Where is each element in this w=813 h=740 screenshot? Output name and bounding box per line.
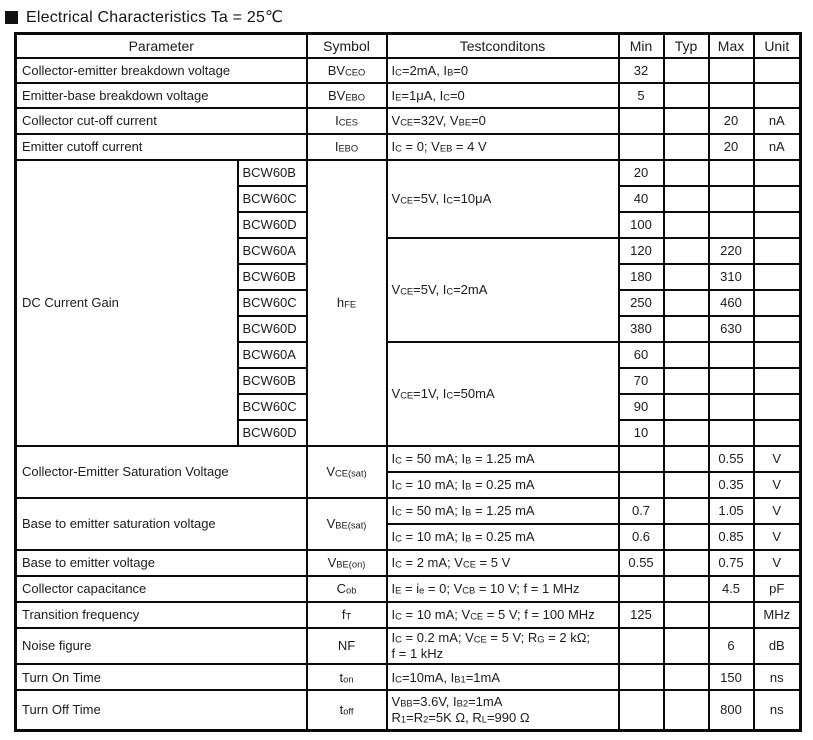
min-cell: 70 bbox=[619, 368, 664, 394]
max-cell bbox=[709, 160, 754, 186]
table-row bbox=[16, 602, 801, 628]
symbol-cell: $I_{EBO}$ bbox=[307, 134, 387, 160]
max-cell: 4.5 bbox=[709, 576, 754, 602]
typ-cell bbox=[664, 524, 709, 550]
unit-cell bbox=[754, 186, 801, 212]
unit-cell bbox=[754, 212, 801, 238]
parameter-cell: DC Current Gain bbox=[16, 160, 238, 446]
parameter-cell: Emitter cutoff current bbox=[16, 134, 307, 160]
unit-cell bbox=[754, 394, 801, 420]
max-cell: 0.35 bbox=[709, 472, 754, 498]
max-cell bbox=[709, 368, 754, 394]
table-row bbox=[16, 498, 801, 524]
table-row bbox=[16, 690, 801, 730]
max-cell: 150 bbox=[709, 664, 754, 690]
table-row bbox=[16, 628, 801, 665]
min-cell: 380 bbox=[619, 316, 664, 342]
max-cell: 0.85 bbox=[709, 524, 754, 550]
typ-cell bbox=[664, 238, 709, 264]
testcondition-cell: $V_{CE}=5V$, $I_C=2mA$ bbox=[387, 238, 619, 342]
max-cell: 6 bbox=[709, 628, 754, 665]
symbol-cell: $t_{on}$ bbox=[307, 664, 387, 690]
typ-cell bbox=[664, 576, 709, 602]
typ-cell bbox=[664, 664, 709, 690]
unit-cell bbox=[754, 420, 801, 446]
symbol-cell: $V_{BE(sat)}$ bbox=[307, 498, 387, 550]
col-header-max: Max bbox=[709, 34, 754, 58]
min-cell: 125 bbox=[619, 602, 664, 628]
testcondition-cell: $I_C = 10$ mA; $I_B = 0.25$ mA bbox=[387, 472, 619, 498]
max-cell bbox=[709, 394, 754, 420]
unit-cell: dB bbox=[754, 628, 801, 665]
typ-cell bbox=[664, 368, 709, 394]
max-cell: 800 bbox=[709, 690, 754, 730]
table-row bbox=[16, 446, 801, 472]
unit-cell: V bbox=[754, 524, 801, 550]
typ-cell bbox=[664, 394, 709, 420]
min-cell: 60 bbox=[619, 342, 664, 368]
unit-cell: MHz bbox=[754, 602, 801, 628]
parameter-cell: Collector-Emitter Saturation Voltage bbox=[16, 446, 307, 498]
symbol-cell: $V_{CE(sat)}$ bbox=[307, 446, 387, 498]
symbol-cell: $I_{CES}$ bbox=[307, 108, 387, 134]
unit-cell bbox=[754, 342, 801, 368]
device-cell: BCW60C bbox=[238, 290, 307, 316]
device-cell: BCW60B bbox=[238, 368, 307, 394]
symbol-cell: $h_{FE}$ bbox=[307, 160, 387, 446]
parameter-cell: Collector cut-off current bbox=[16, 108, 307, 134]
min-cell: 180 bbox=[619, 264, 664, 290]
unit-cell bbox=[754, 83, 801, 108]
parameter-cell: Base to emitter saturation voltage bbox=[16, 498, 307, 550]
max-cell: 630 bbox=[709, 316, 754, 342]
typ-cell bbox=[664, 446, 709, 472]
symbol-cell: $BV_{EBO}$ bbox=[307, 83, 387, 108]
min-cell: 0.7 bbox=[619, 498, 664, 524]
testcondition-cell: $I_C=2mA$, $I_B=0$ bbox=[387, 58, 619, 83]
parameter-cell: Base to emitter voltage bbox=[16, 550, 307, 576]
symbol-cell: $C_{ob}$ bbox=[307, 576, 387, 602]
table-row bbox=[16, 134, 801, 160]
max-cell bbox=[709, 212, 754, 238]
testcondition-cell: $I_C = 0.2$ mA; $V_{CE} = 5$ V; $R_G = 2$ kΩ; f = 1 kHz bbox=[387, 628, 619, 665]
col-header-symbol: Symbol bbox=[307, 34, 387, 58]
max-cell: 1.05 bbox=[709, 498, 754, 524]
typ-cell bbox=[664, 83, 709, 108]
parameter-cell: Noise figure bbox=[16, 628, 307, 665]
testcondition-cell: $I_C = 10$ mA; $V_{CE} = 5$ V; f = 100 MHz bbox=[387, 602, 619, 628]
typ-cell bbox=[664, 290, 709, 316]
unit-cell bbox=[754, 264, 801, 290]
col-header-testconditions: Testconditons bbox=[387, 34, 619, 58]
typ-cell bbox=[664, 264, 709, 290]
min-cell: 40 bbox=[619, 186, 664, 212]
max-cell: 20 bbox=[709, 108, 754, 134]
min-cell: 90 bbox=[619, 394, 664, 420]
testcondition-cell: $I_C = 50$ mA; $I_B = 1.25$ mA bbox=[387, 498, 619, 524]
electrical-characteristics-table bbox=[14, 32, 802, 732]
symbol-cell: NF bbox=[307, 628, 387, 665]
typ-cell bbox=[664, 58, 709, 83]
symbol-cell: $f_T$ bbox=[307, 602, 387, 628]
testcondition-cell: $I_C = 0$; $V_{EB} = 4$ V bbox=[387, 134, 619, 160]
unit-cell: ns bbox=[754, 664, 801, 690]
device-cell: BCW60B bbox=[238, 264, 307, 290]
typ-cell bbox=[664, 316, 709, 342]
device-cell: BCW60D bbox=[238, 316, 307, 342]
min-cell bbox=[619, 690, 664, 730]
device-cell: BCW60A bbox=[238, 342, 307, 368]
typ-cell bbox=[664, 550, 709, 576]
unit-cell bbox=[754, 316, 801, 342]
unit-cell: nA bbox=[754, 134, 801, 160]
unit-cell: nA bbox=[754, 108, 801, 134]
max-cell: 20 bbox=[709, 134, 754, 160]
symbol-cell: $BV_{CEO}$ bbox=[307, 58, 387, 83]
testcondition-cell: $V_{BB}=3.6V$, $I_{B2}=1mA$ $R_1=R_2=5K$ Ω, $R_L=990$ Ω bbox=[387, 690, 619, 730]
device-cell: BCW60A bbox=[238, 238, 307, 264]
header-row bbox=[16, 34, 801, 58]
unit-cell bbox=[754, 238, 801, 264]
min-cell: 0.55 bbox=[619, 550, 664, 576]
max-cell bbox=[709, 420, 754, 446]
typ-cell bbox=[664, 690, 709, 730]
table-row bbox=[16, 58, 801, 83]
unit-cell bbox=[754, 160, 801, 186]
testcondition-cell: $I_E=1\mu A$, $I_C=0$ bbox=[387, 83, 619, 108]
min-cell bbox=[619, 628, 664, 665]
parameter-cell: Turn Off Time bbox=[16, 690, 307, 730]
unit-cell: V bbox=[754, 498, 801, 524]
typ-cell bbox=[664, 420, 709, 446]
min-cell: 32 bbox=[619, 58, 664, 83]
max-cell: 460 bbox=[709, 290, 754, 316]
max-cell bbox=[709, 602, 754, 628]
col-header-parameter: Parameter bbox=[16, 34, 307, 58]
col-header-min: Min bbox=[619, 34, 664, 58]
testcondition-cell: $I_C = 50$ mA; $I_B = 1.25$ mA bbox=[387, 446, 619, 472]
section-title-text: Electrical Characteristics Ta = 25℃ bbox=[26, 9, 284, 26]
max-cell: 220 bbox=[709, 238, 754, 264]
unit-cell: V bbox=[754, 446, 801, 472]
table-row bbox=[16, 108, 801, 134]
parameter-cell: Collector-emitter breakdown voltage bbox=[16, 58, 307, 83]
unit-cell bbox=[754, 58, 801, 83]
typ-cell bbox=[664, 498, 709, 524]
typ-cell bbox=[664, 134, 709, 160]
table-row bbox=[16, 576, 801, 602]
table-row bbox=[16, 664, 801, 690]
unit-cell bbox=[754, 368, 801, 394]
table-row bbox=[16, 160, 801, 186]
device-cell: BCW60D bbox=[238, 212, 307, 238]
typ-cell bbox=[664, 472, 709, 498]
typ-cell bbox=[664, 212, 709, 238]
max-cell bbox=[709, 58, 754, 83]
typ-cell bbox=[664, 186, 709, 212]
section-bullet-icon bbox=[5, 11, 18, 24]
unit-cell: pF bbox=[754, 576, 801, 602]
device-cell: BCW60D bbox=[238, 420, 307, 446]
max-cell: 310 bbox=[709, 264, 754, 290]
section-title bbox=[0, 0, 813, 28]
unit-cell: V bbox=[754, 550, 801, 576]
min-cell: 100 bbox=[619, 212, 664, 238]
min-cell bbox=[619, 472, 664, 498]
testcondition-cell: $I_C = 10$ mA; $I_B = 0.25$ mA bbox=[387, 524, 619, 550]
typ-cell bbox=[664, 602, 709, 628]
min-cell: 0.6 bbox=[619, 524, 664, 550]
min-cell: 20 bbox=[619, 160, 664, 186]
col-header-unit: Unit bbox=[754, 34, 801, 58]
min-cell bbox=[619, 576, 664, 602]
max-cell: 0.75 bbox=[709, 550, 754, 576]
typ-cell bbox=[664, 108, 709, 134]
testcondition-cell: $I_C=10mA$, $I_{B1}=1mA$ bbox=[387, 664, 619, 690]
unit-cell bbox=[754, 290, 801, 316]
max-cell bbox=[709, 186, 754, 212]
parameter-cell: Turn On Time bbox=[16, 664, 307, 690]
max-cell bbox=[709, 342, 754, 368]
min-cell bbox=[619, 446, 664, 472]
device-cell: BCW60B bbox=[238, 160, 307, 186]
parameter-cell: Transition frequency bbox=[16, 602, 307, 628]
testcondition-cell: $V_{CE}=1V$, $I_C=50mA$ bbox=[387, 342, 619, 446]
col-header-typ: Typ bbox=[664, 34, 709, 58]
testcondition-cell: $I_C = 2$ mA; $V_{CE} = 5$ V bbox=[387, 550, 619, 576]
testcondition-cell: $I_E = i_e = 0$; $V_{CB} = 10$ V; f = 1 MHz bbox=[387, 576, 619, 602]
max-cell bbox=[709, 83, 754, 108]
min-cell: 10 bbox=[619, 420, 664, 446]
min-cell bbox=[619, 134, 664, 160]
max-cell: 0.55 bbox=[709, 446, 754, 472]
testcondition-cell: $V_{CE}=32V$, $V_{BE}=0$ bbox=[387, 108, 619, 134]
symbol-cell: $t_{off}$ bbox=[307, 690, 387, 730]
typ-cell bbox=[664, 628, 709, 665]
symbol-cell: $V_{BE(on)}$ bbox=[307, 550, 387, 576]
min-cell bbox=[619, 108, 664, 134]
table-row bbox=[16, 550, 801, 576]
device-cell: BCW60C bbox=[238, 186, 307, 212]
min-cell: 120 bbox=[619, 238, 664, 264]
unit-cell: ns bbox=[754, 690, 801, 730]
unit-cell: V bbox=[754, 472, 801, 498]
parameter-cell: Collector capacitance bbox=[16, 576, 307, 602]
typ-cell bbox=[664, 160, 709, 186]
parameter-cell: Emitter-base breakdown voltage bbox=[16, 83, 307, 108]
device-cell: BCW60C bbox=[238, 394, 307, 420]
table-row bbox=[16, 83, 801, 108]
testcondition-cell: $V_{CE}=5V$, $I_C=10\mu A$ bbox=[387, 160, 619, 238]
typ-cell bbox=[664, 342, 709, 368]
min-cell bbox=[619, 664, 664, 690]
min-cell: 250 bbox=[619, 290, 664, 316]
min-cell: 5 bbox=[619, 83, 664, 108]
